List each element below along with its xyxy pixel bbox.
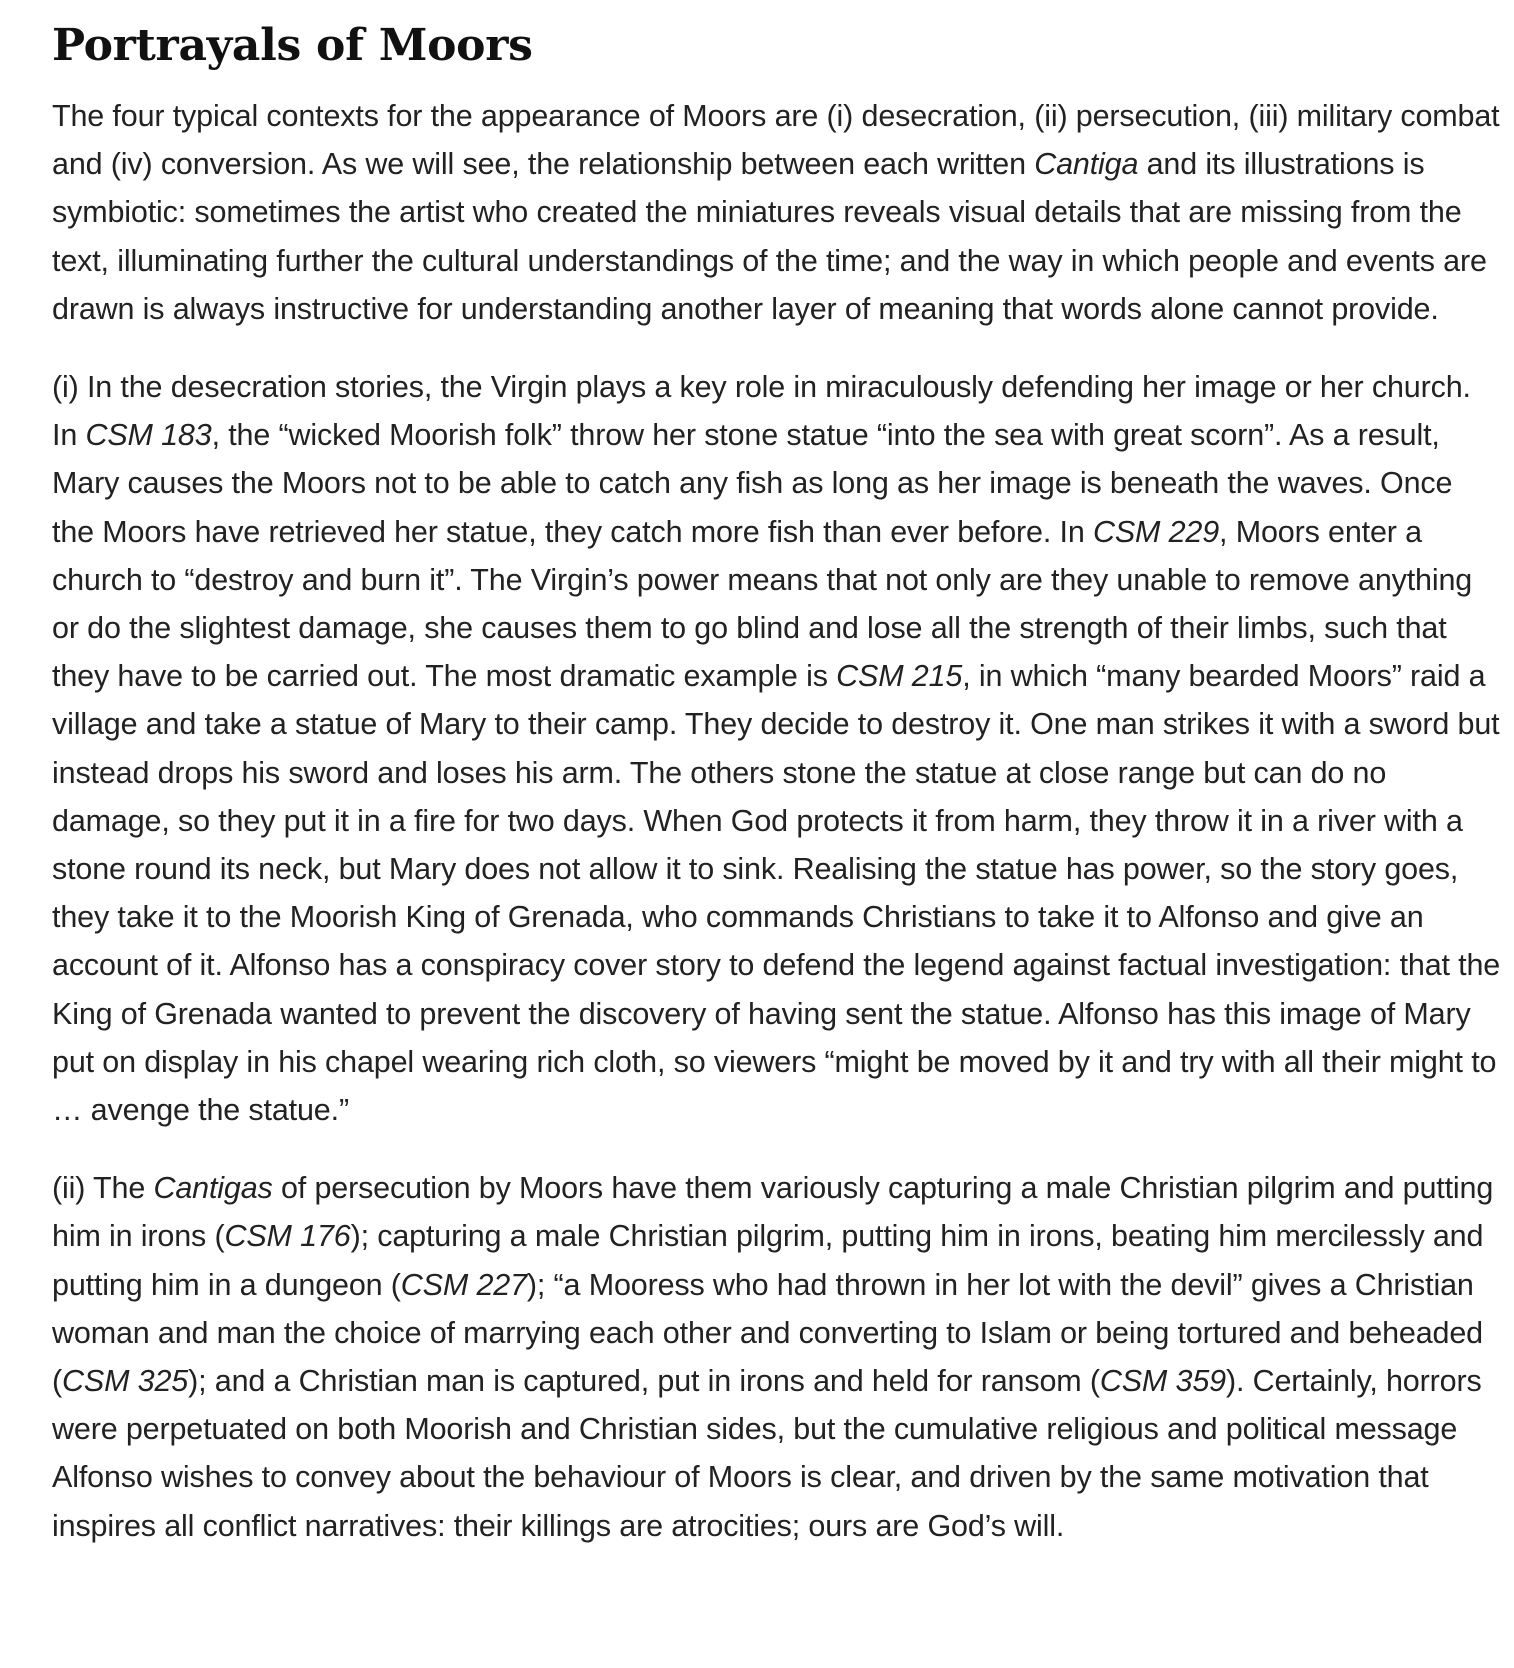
italic-term: CSM 183 xyxy=(85,418,212,453)
paragraph-desecration xyxy=(52,363,1502,1134)
text-run: of persecution by Moors have them variously capturing a male Christian pilgrim and putting him in irons ( xyxy=(52,1171,1494,1254)
text-run: The four typical contexts for the appearance of Moors are (i) desecration, (ii) persecution, (iii) military combat and (iv) conversion. As we will see, the relationship between each written xyxy=(52,99,1500,182)
italic-term: Cantigas xyxy=(153,1171,273,1206)
italic-term: CSM 176 xyxy=(224,1219,351,1254)
text-run: and its illustrations is symbiotic: sometimes the artist who created the miniatures reveals visual details that are missing from the text, illuminating further the cultural understandings of the time; and the way in which people and events are drawn is always instructive for understanding another layer of meaning that words alone cannot provide. xyxy=(52,147,1487,326)
paragraph-intro xyxy=(52,92,1502,333)
italic-term: CSM 229 xyxy=(1092,514,1220,549)
italic-term: CSM 215 xyxy=(836,659,963,694)
text-run: (i) In the desecration stories, the Virgin plays a key role in miraculously defending her image or her church. In xyxy=(52,370,1471,453)
text-run: ). Certainly, horrors were perpetuated on both Moorish and Christian sides, but the cumulative religious and political message Alfonso wishes to convey about the behaviour of Moors is clear, and driven by the same motivation that inspires all conflict narratives: their killings are atrocities; ours are God’s will. xyxy=(52,1364,1482,1543)
text-run: (ii) The xyxy=(52,1171,154,1206)
text-run: ); “a Mooress who had thrown in her lot with the devil” gives a Christian woman and man the choice of marrying each other and converting to Islam or being tortured and beheaded ( xyxy=(52,1267,1483,1399)
italic-term: Cantiga xyxy=(1034,147,1139,182)
text-run: , in which “many bearded Moors” raid a village and take a statue of Mary to their camp. They decide to destroy it. One man strikes it with a sword but instead drops his sword and loses his arm. The others stone the statue at close range but can do no damage, so they put it in a fire for two days. When God protects it from harm, they throw it in a river with a stone round its neck, but Mary does not allow it to sink. Realising the statue has power, so the story goes, they take it to the Moorish King of Grenada, who commands Christians to take it to Alfonso and give an account of it. Alfonso has a conspiracy cover story to defend the legend against factual investigation: that the King of Grenada wanted to prevent the discovery of having sent the statue. Alfonso has this image of Mary put on display in his chapel wearing rich cloth, so viewers “might be moved by it and try with all their might to … avenge the statue.” xyxy=(52,659,1501,1128)
text-run: , Moors enter a church to “destroy and burn it”. The Virgin’s power means that not only are they unable to remove anything or do the slightest damage, she causes them to go blind and lose all the strength of their limbs, such that they have to be carried out. The most dramatic example is xyxy=(52,514,1473,694)
italic-term: CSM 359 xyxy=(1099,1364,1226,1399)
text-run: ); capturing a male Christian pilgrim, putting him in irons, beating him mercilessly and putting him in a dungeon ( xyxy=(52,1219,1484,1302)
italic-term: CSM 227 xyxy=(400,1267,527,1302)
text-run: , the “wicked Moorish folk” throw her stone statue “into the sea with great scorn”. As a result, Mary causes the Moors not to be able to catch any fish as long as her image is beneath the waves. Once the Moors have retrieved her statue, they catch more fish than ever before. In xyxy=(52,418,1453,549)
italic-term: CSM 325 xyxy=(62,1364,189,1399)
paragraph-persecution xyxy=(52,1164,1502,1550)
text-run: ); and a Christian man is captured, put in irons and held for ransom ( xyxy=(188,1364,1100,1399)
article-heading: Portrayals of Moors xyxy=(52,20,533,71)
